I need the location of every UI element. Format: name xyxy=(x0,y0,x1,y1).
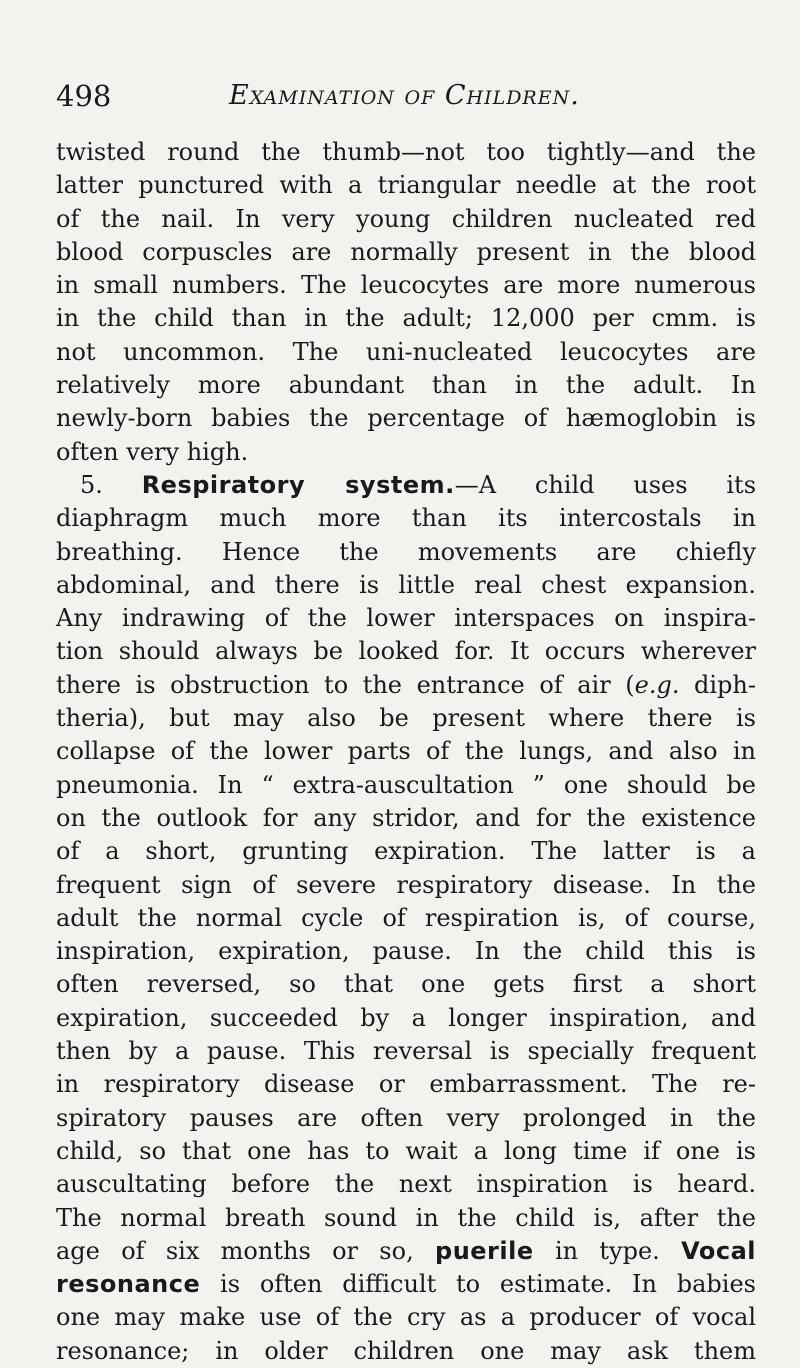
text-line-with-bold xyxy=(56,1235,756,1268)
section-number: 5. xyxy=(80,470,142,499)
text-line: auscultating before the next inspiration is heard. xyxy=(56,1170,756,1199)
bold-term-puerile: puerile xyxy=(435,1236,534,1265)
text-line: child, so that one has to wait a long time if one is xyxy=(56,1136,756,1165)
page-number: 498 xyxy=(56,79,112,113)
text-line: twisted round the thumb—not too tightly—and the xyxy=(56,138,756,166)
text-line: The normal breath sound in the child is, after the xyxy=(56,1203,756,1232)
text-line: spiratory pauses are often very prolonged in the xyxy=(56,1103,756,1132)
text-line: diaphragm much more than its intercostals in xyxy=(56,504,756,533)
text-line: of a short, grunting expiration. The latter is a xyxy=(56,837,756,866)
text-line: in respiratory disease or embarrassment. The re- xyxy=(56,1070,756,1099)
text-line: not uncommon. The uni-nucleated leucocytes are xyxy=(56,337,756,366)
text-run: is often difficult to estimate. In babies xyxy=(200,1270,756,1299)
text-line: frequent sign of severe respiratory disease. In the xyxy=(56,870,756,899)
text-line-with-italic xyxy=(56,669,756,702)
text-line: in the child than in the adult; 12,000 per cmm. is xyxy=(56,304,756,333)
italic-text: e.g. xyxy=(634,670,680,699)
text-run: in type. xyxy=(533,1236,682,1265)
text-line: of the nail. In very young children nucleated red xyxy=(56,204,756,233)
text-line: theria), but may also be present where there is xyxy=(56,704,756,733)
text-line-with-bold xyxy=(56,1268,756,1301)
text-line-section-heading xyxy=(56,469,756,502)
text-line: newly-born babies the percentage of hæmoglobin is xyxy=(56,404,756,433)
text-line: adult the normal cycle of respiration is, of course, xyxy=(56,903,756,932)
text-line: collapse of the lower parts of the lungs, and also in xyxy=(56,737,756,766)
text-line: abdominal, and there is little real chest expansion. xyxy=(56,570,756,599)
text-line: breathing. Hence the movements are chiefly xyxy=(56,537,756,566)
bold-term-resonance: resonance xyxy=(56,1270,201,1299)
text-line: often very high. xyxy=(56,437,249,466)
section-heading: Respiratory system. xyxy=(141,470,455,499)
running-title: Examination of Children. xyxy=(229,80,580,111)
text-line: latter punctured with a triangular needle at the root xyxy=(56,171,756,200)
text-line: on the outlook for any stridor, and for the existence xyxy=(56,803,756,832)
text-line: resonance; in older children one may ask them xyxy=(56,1336,756,1365)
text-line: expiration, succeeded by a longer inspiration, and xyxy=(56,1003,756,1032)
text-line: then by a pause. This reversal is specially frequent xyxy=(56,1037,756,1066)
text-line: pneumonia. In “ extra-auscultation ” one should be xyxy=(56,770,756,799)
text-line: inspiration, expiration, pause. In the child this is xyxy=(56,937,756,966)
text-line: Any indrawing of the lower interspaces on inspira- xyxy=(56,604,756,633)
text-line: often reversed, so that one gets first a short xyxy=(56,970,756,999)
text-line: tion should always be looked for. It occurs wherever xyxy=(56,637,756,666)
text-run: there is obstruction to the entrance of air ( xyxy=(56,670,635,699)
body-text xyxy=(56,136,756,1368)
text-run: diph- xyxy=(679,670,756,699)
text-run: age of six months or so, xyxy=(56,1236,436,1265)
running-head xyxy=(56,76,756,116)
text-line: one may make use of the cry as a producer of vocal xyxy=(56,1303,756,1332)
text-line: in small numbers. The leucocytes are more numerous xyxy=(56,271,756,300)
bold-term-vocal: Vocal xyxy=(681,1236,757,1265)
section-heading-continuation: —A child uses its xyxy=(454,470,757,499)
text-line: relatively more abundant than in the adult. In xyxy=(56,371,756,400)
text-line: blood corpuscles are normally present in the blood xyxy=(56,237,756,266)
